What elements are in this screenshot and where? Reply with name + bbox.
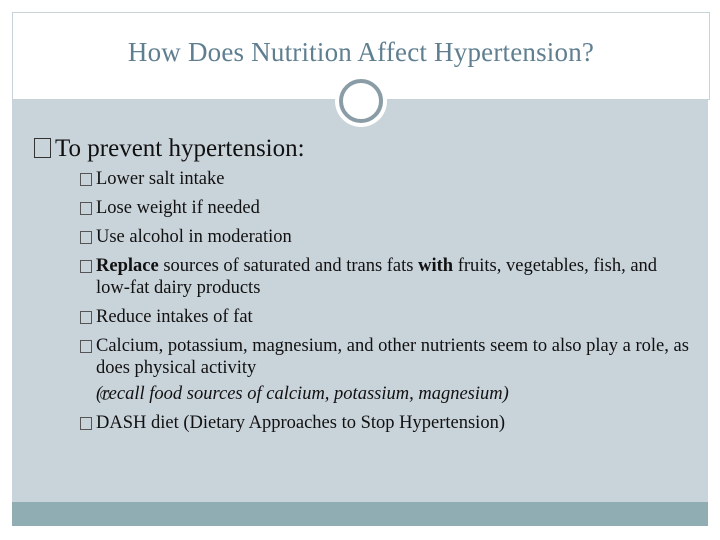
sub-bullet-text: (recall food sources of calcium, potassium, magnesium) — [96, 384, 509, 404]
list-item — [80, 168, 690, 190]
bullet-text-mid: sources of saturated and trans fats — [158, 256, 419, 276]
heading-text: To prevent hypertension: — [55, 135, 305, 162]
bullet-text: Calcium, potassium, magnesium, and other nutrients seem to also play a role, as does physical activity — [96, 336, 689, 378]
bullet-text: Reduce intakes of fat — [96, 307, 253, 327]
bullet-list — [80, 168, 690, 441]
square-bullet-icon — [80, 311, 92, 324]
bullet-text-rest: fruits, vegetables, fish, and low-fat dairy products — [96, 256, 658, 298]
ring-icon — [339, 79, 383, 123]
slide-title: How Does Nutrition Affect Hypertension? — [127, 37, 595, 67]
square-bullet-icon — [80, 340, 92, 353]
circle-bullet-icon — [100, 390, 110, 400]
bullet-text: Use alcohol in moderation — [96, 227, 292, 247]
square-bullet-icon — [34, 138, 51, 158]
square-bullet-icon — [80, 260, 92, 273]
footer-bar — [12, 502, 708, 526]
list-item — [80, 226, 690, 248]
list-item — [80, 412, 690, 434]
list-item — [80, 335, 690, 379]
list-item — [80, 255, 690, 299]
list-item — [80, 306, 690, 328]
list-item — [80, 197, 690, 219]
bullet-text: Lower salt intake — [96, 169, 225, 189]
bullet-bold-with: with — [418, 256, 454, 276]
square-bullet-icon — [80, 231, 92, 244]
sub-list-item — [80, 383, 690, 405]
square-bullet-icon — [80, 173, 92, 186]
main-heading — [34, 135, 305, 163]
bullet-bold-replace: Replace — [96, 256, 159, 276]
bullet-text: DASH diet (Dietary Approaches to Stop Hypertension) — [96, 413, 505, 433]
square-bullet-icon — [80, 417, 92, 430]
square-bullet-icon — [80, 202, 92, 215]
bullet-text: Lose weight if needed — [96, 198, 260, 218]
